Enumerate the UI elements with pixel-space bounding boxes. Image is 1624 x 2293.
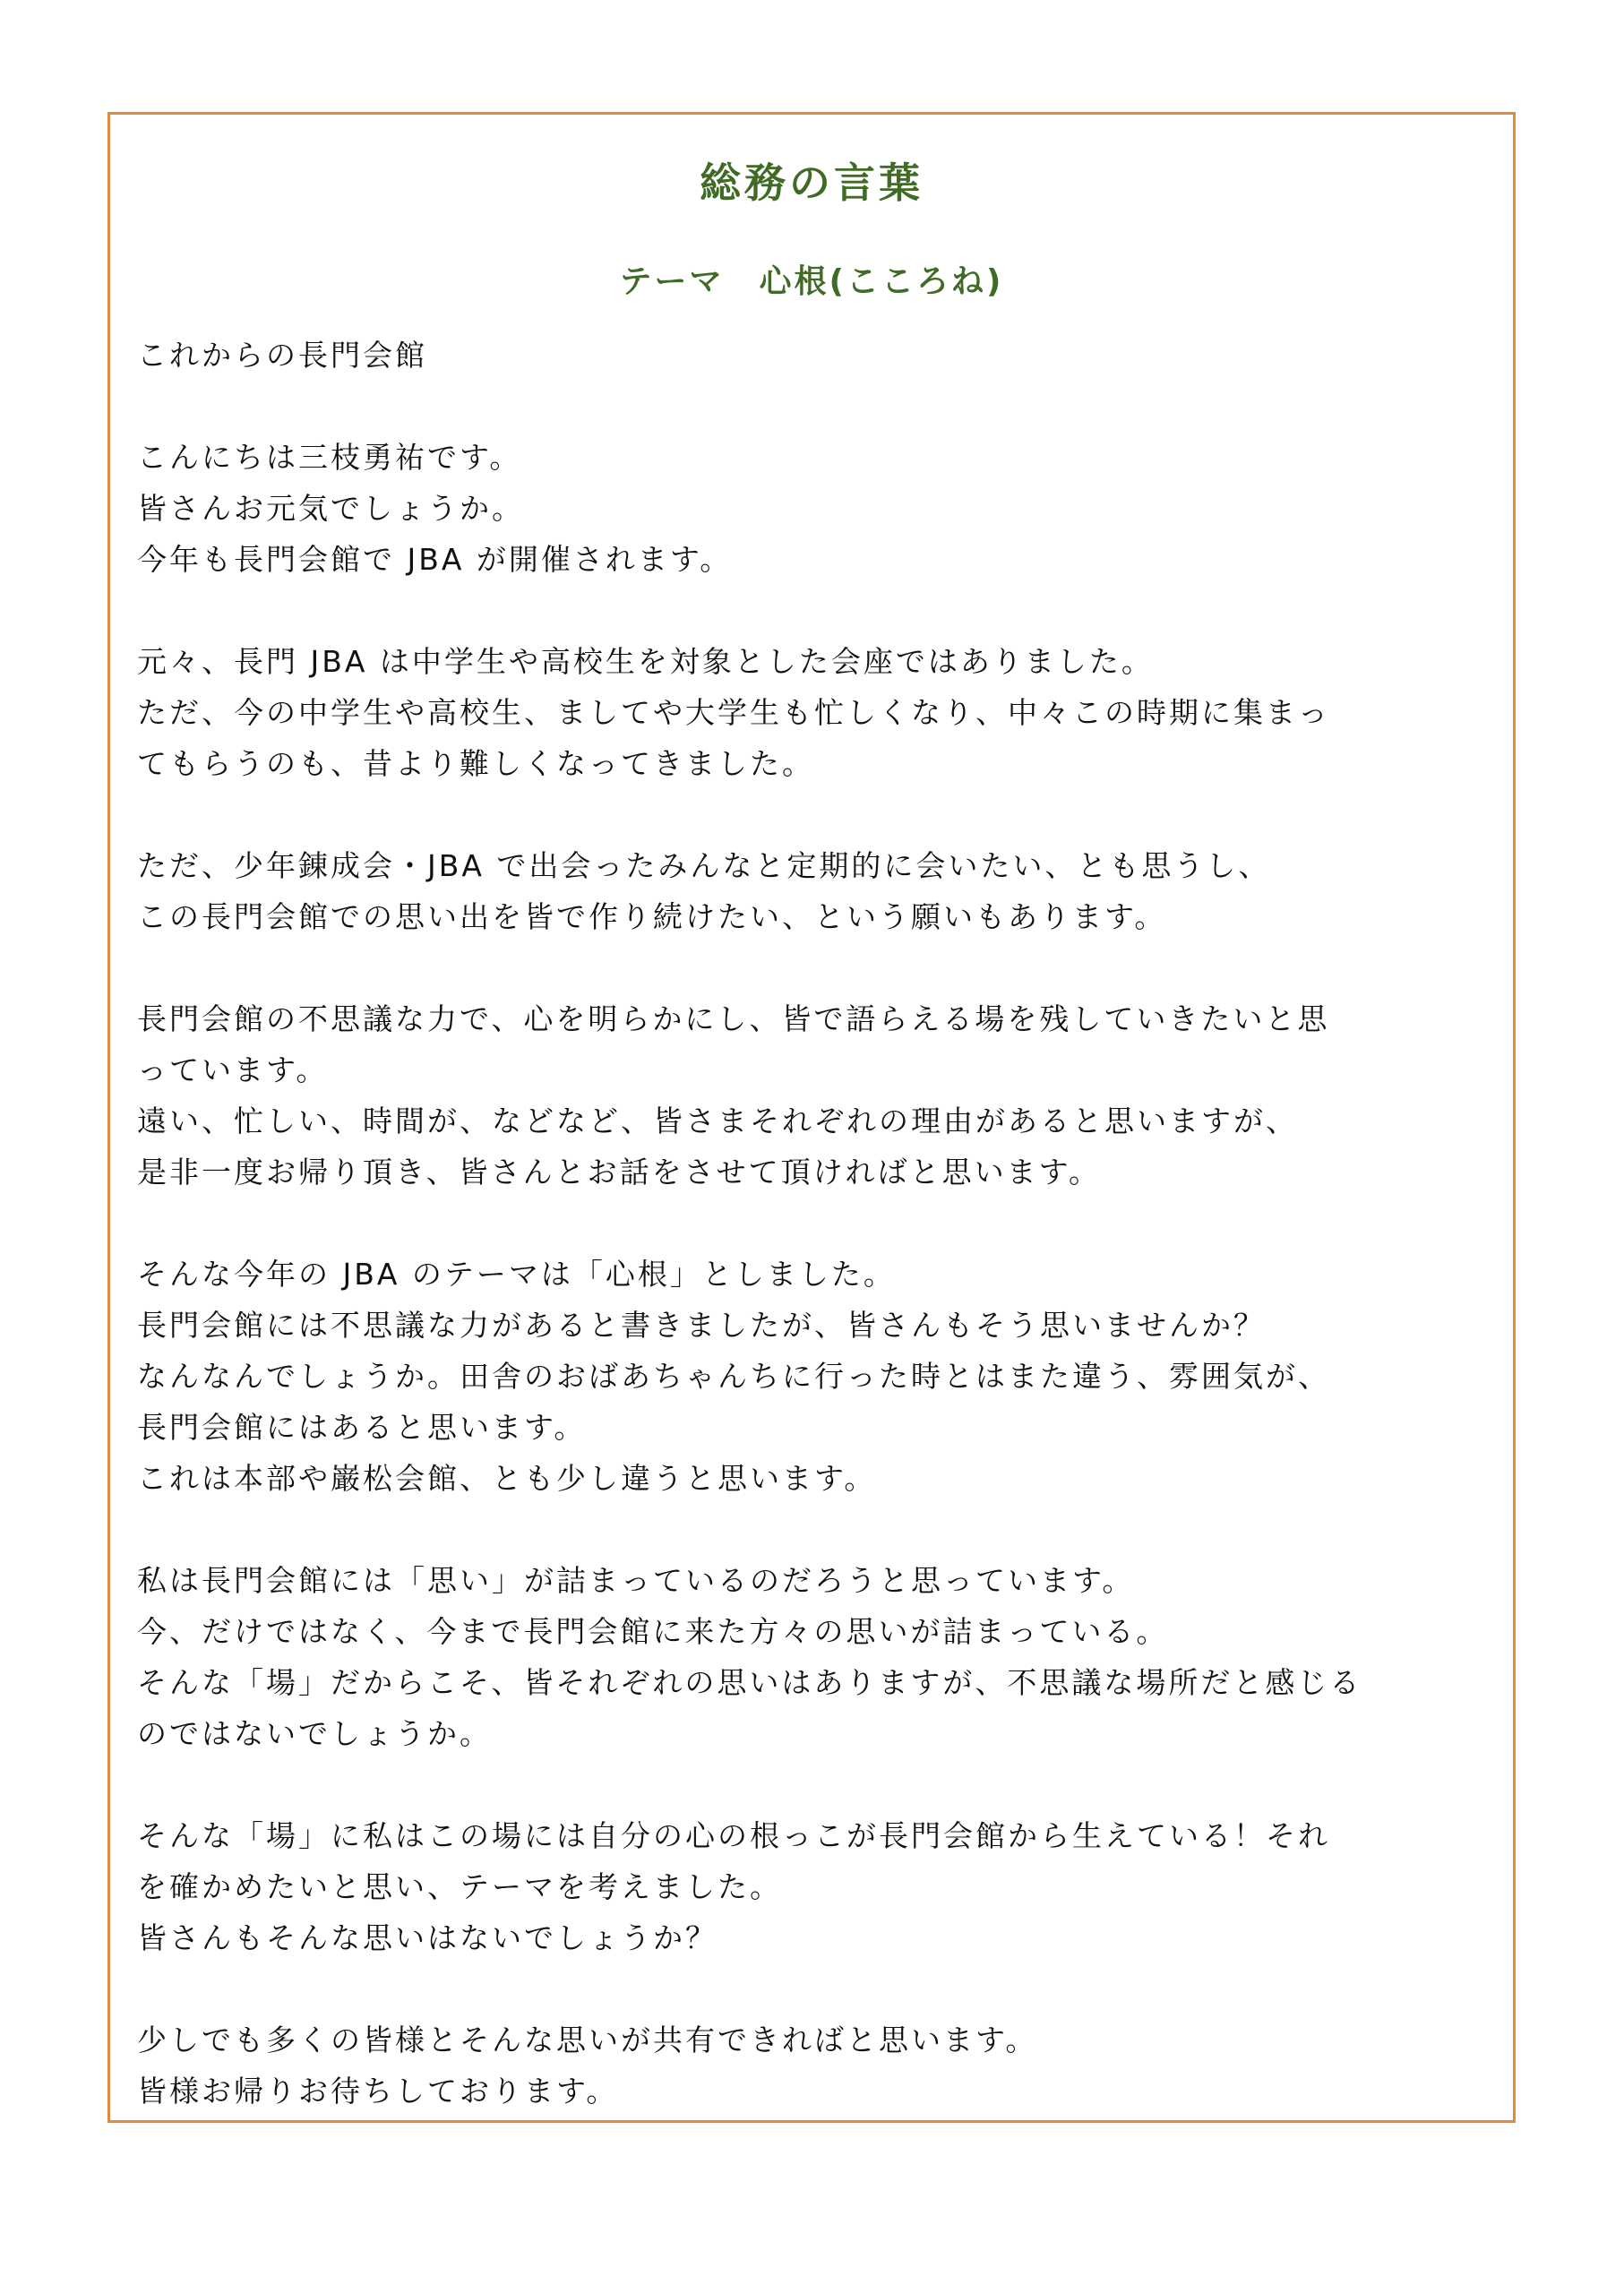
text-line: そんな「場」に私はこの場には自分の心の根っこが長門会館から生えている！それ (137, 1818, 1330, 1853)
text-line: 今、だけではなく、今まで長門会館に来た方々の思いが詰まっている。 (137, 1614, 1169, 1649)
text-line: 長門会館の不思議な力で、心を明らかにし、皆で語らえる場を残していきたいと思 (137, 1001, 1330, 1036)
paragraph-gap (137, 789, 1494, 840)
text-line: これからの長門会館 (137, 338, 427, 373)
paragraph (137, 636, 1494, 789)
text-line: ただ、少年錬成会・JBA で出会ったみんなと定期的に会いたい、とも思うし、 (137, 848, 1271, 883)
text-line: っています。 (137, 1052, 329, 1087)
text-line: 元々、長門 JBA は中学生や高校生を対象とした会座ではありました。 (137, 644, 1154, 679)
text-line: そんな今年の JBA のテーマは「心根」としました。 (137, 1257, 896, 1292)
text-line: これは本部や巌松会館、とも少し違うと思います。 (137, 1461, 877, 1496)
paragraph-gap (137, 1759, 1494, 1810)
document-title: 総務の言葉 (700, 159, 924, 207)
document-frame (107, 112, 1516, 2123)
document-subtitle: テーマ 心根(こころね) (619, 263, 1004, 300)
text-line: 少しでも多くの皆様とそんな思いが共有できればと思います。 (137, 2022, 1038, 2057)
text-line: 遠い、忙しい、時間が、などなど、皆さまそれぞれの理由があると思いますが、 (137, 1104, 1298, 1138)
text-line: ただ、今の中学生や高校生、ましてや大学生も忙しくなり、中々この時期に集まっ (137, 695, 1330, 730)
text-line: こんにちは三枝勇祐です。 (137, 440, 522, 475)
text-line: を確かめたいと思い、テーマを考えました。 (137, 1869, 782, 1904)
paragraph (137, 840, 1494, 942)
paragraph (137, 1249, 1494, 1504)
text-line: 今年も長門会館で JBA が開催されます。 (137, 542, 733, 577)
text-line: 私は長門会館には「思い」が詰まっているのだろうと思っています。 (137, 1563, 1135, 1598)
paragraph (137, 2014, 1494, 2117)
paragraph (137, 432, 1494, 585)
text-line: 皆様お帰りお待ちしております。 (137, 2074, 619, 2108)
paragraph-gap (137, 585, 1494, 636)
document-body (137, 330, 1494, 2117)
paragraph-gap (137, 381, 1494, 432)
paragraph-gap (137, 942, 1494, 993)
paragraph-gap (137, 1963, 1494, 2014)
text-line: 長門会館には不思議な力があると書きましたが、皆さんもそう思いませんか？ (137, 1308, 1266, 1343)
paragraph (137, 1555, 1494, 1759)
paragraph (137, 993, 1494, 1198)
text-line: 皆さんお元気でしょうか。 (137, 491, 524, 526)
text-line: なんなんでしょうか。田舎のおばあちゃんちに行った時とはまた違う、雰囲気が、 (137, 1359, 1330, 1394)
paragraph-gap (137, 1504, 1494, 1555)
text-line: 長門会館にはあると思います。 (137, 1410, 587, 1445)
text-line: 皆さんもそんな思いはないでしょうか？ (137, 1920, 717, 1955)
text-line: 是非一度お帰り頂き、皆さんとお話をさせて頂ければと思います。 (137, 1155, 1102, 1189)
paragraph (137, 1810, 1494, 1963)
text-line: てもらうのも、昔より難しくなってきました。 (137, 746, 814, 781)
text-line: この長門会館での思い出を皆で作り続けたい、という願いもあります。 (137, 899, 1167, 934)
text-line: そんな「場」だからこそ、皆それぞれの思いはありますが、不思議な場所だと感じる (137, 1665, 1362, 1700)
paragraph (137, 330, 1494, 381)
text-line: のではないでしょうか。 (137, 1716, 492, 1751)
paragraph-gap (137, 1198, 1494, 1249)
